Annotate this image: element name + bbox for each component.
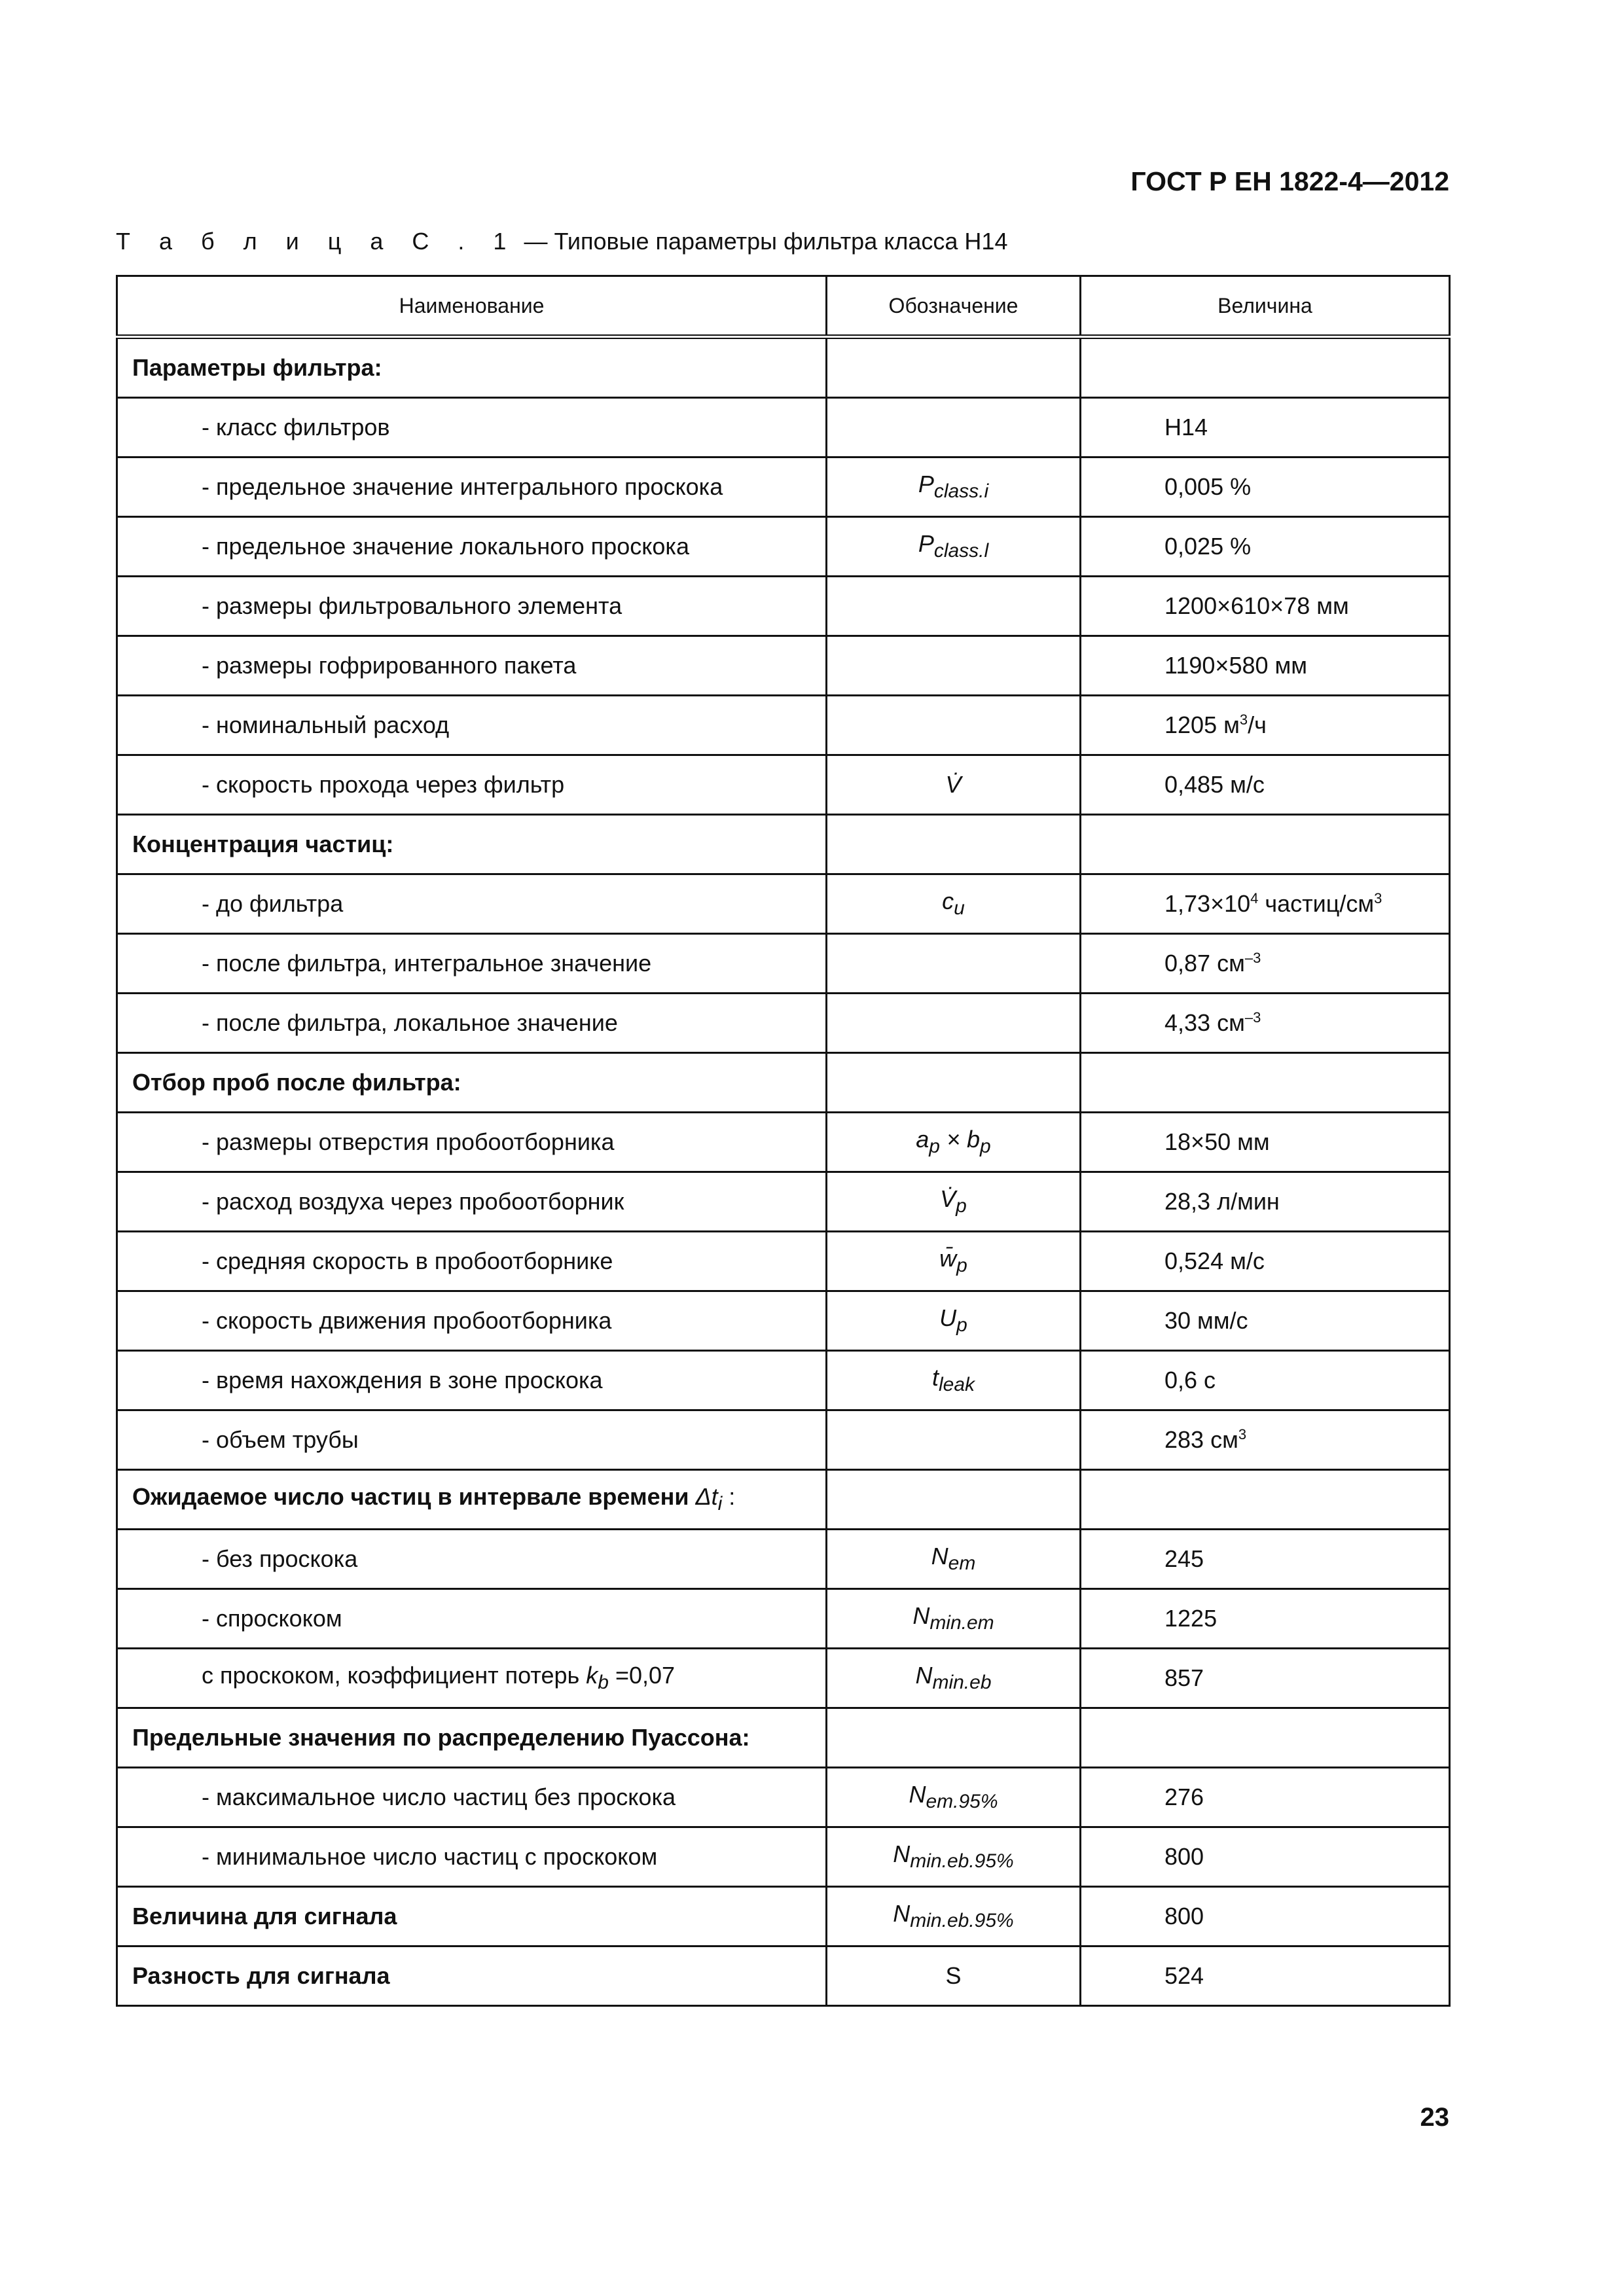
- parameter-value: [1081, 1410, 1450, 1470]
- parameter-symbol: [827, 696, 1081, 755]
- parameter-value: [1081, 1113, 1450, 1172]
- parameter-symbol: [827, 1827, 1081, 1887]
- parameter-value-text: 0,485 м/с: [1164, 771, 1265, 798]
- parameter-value: [1081, 1291, 1450, 1351]
- parameter-name: [117, 636, 827, 696]
- parameter-value: [1081, 696, 1450, 755]
- parameter-name-text: - без проскока: [202, 1545, 358, 1572]
- table-row: [117, 1351, 1450, 1410]
- parameter-symbol-text: P: [918, 471, 934, 498]
- parameter-name-text: - до фильтра: [202, 890, 344, 917]
- parameter-name: [117, 1827, 827, 1887]
- parameter-name-text: - размеры отверстия пробоотборника: [202, 1128, 615, 1155]
- parameter-symbol: [827, 1946, 1081, 2006]
- parameter-name: [117, 337, 827, 398]
- parameter-name: [117, 755, 827, 815]
- parameter-name-text: - время нахождения в зоне проскока: [202, 1367, 603, 1393]
- parameter-symbol-subscript: min.eb.95%: [910, 1910, 1014, 1932]
- parameter-name-text: - размеры фильтровального элемента: [202, 592, 623, 619]
- parameter-symbol-text: t: [931, 1364, 939, 1391]
- parameter-symbol-text: c: [942, 888, 954, 915]
- parameter-symbol-text: P: [918, 530, 934, 558]
- parameter-value: [1081, 1530, 1450, 1589]
- table-row: [117, 636, 1450, 696]
- parameter-symbol-subscript: p: [980, 1136, 991, 1158]
- document-standard-number: ГОСТ Р ЕН 1822-4—2012: [1130, 166, 1449, 196]
- parameter-name: [117, 1589, 827, 1649]
- parameter-name-symbol-subscript: i: [717, 1493, 723, 1515]
- table-row: [117, 337, 1450, 398]
- parameter-value-text: 1,73×10: [1164, 890, 1251, 917]
- parameter-symbol-text: V̇: [940, 1185, 956, 1213]
- parameter-name-symbol: k: [586, 1662, 598, 1689]
- parameter-symbol-text: w̄: [939, 1245, 957, 1272]
- parameter-value-tail: /ч: [1248, 711, 1267, 738]
- parameter-value: [1081, 1053, 1450, 1113]
- parameter-name-text: с проскоком, коэффициент потерь: [202, 1662, 586, 1689]
- parameter-value-text: 1205 м: [1164, 711, 1240, 738]
- parameter-name-text: Ожидаемое число частиц в интервале времени: [132, 1483, 696, 1511]
- parameter-symbol-text: a: [916, 1126, 929, 1153]
- table-row: [117, 1053, 1450, 1113]
- parameter-symbol: [827, 994, 1081, 1053]
- table-row: [117, 1470, 1450, 1530]
- parameter-value-superscript: 3: [1374, 890, 1382, 906]
- table-row: [117, 755, 1450, 815]
- parameter-value: [1081, 1649, 1450, 1708]
- parameter-value: [1081, 934, 1450, 994]
- parameter-value-text: 28,3 л/мин: [1164, 1188, 1280, 1215]
- parameter-symbol-subscript: class.i: [933, 480, 989, 503]
- table-row: [117, 1291, 1450, 1351]
- table-row: [117, 1887, 1450, 1946]
- parameter-name: [117, 1768, 827, 1827]
- parameter-name: [117, 398, 827, 457]
- table-row: [117, 1232, 1450, 1291]
- parameter-symbol: [827, 457, 1081, 517]
- parameter-value-text: 0,87 см: [1164, 950, 1245, 977]
- table-header-row: [117, 276, 1450, 337]
- parameter-name: [117, 1172, 827, 1232]
- parameter-symbol-subscript: p: [956, 1314, 967, 1336]
- parameter-name: [117, 1351, 827, 1410]
- parameter-symbol-text: N: [893, 1900, 911, 1928]
- table-row: [117, 1827, 1450, 1887]
- table-row: [117, 1589, 1450, 1649]
- parameter-name-symbol: Δt: [695, 1483, 718, 1511]
- parameter-value-text: 245: [1164, 1545, 1204, 1572]
- parameter-symbol-subscript: leak: [938, 1374, 975, 1396]
- parameter-symbol: [827, 1410, 1081, 1470]
- table-row: [117, 517, 1450, 577]
- parameter-value: [1081, 1768, 1450, 1827]
- parameter-name-tail: =0,07: [608, 1662, 676, 1689]
- parameter-value: [1081, 337, 1450, 398]
- table-row: [117, 1530, 1450, 1589]
- parameter-name-text: - минимальное число частиц с проскоком: [202, 1843, 658, 1870]
- parameter-symbol: [827, 1530, 1081, 1589]
- table-row: [117, 815, 1450, 874]
- parameter-value-text: 1225: [1164, 1605, 1218, 1632]
- parameter-symbol: [827, 1291, 1081, 1351]
- parameter-value-text: 30 мм/с: [1164, 1307, 1248, 1334]
- parameter-symbol-subscript: u: [954, 897, 965, 920]
- table-row: [117, 457, 1450, 517]
- parameter-symbol-text: N: [893, 1840, 911, 1868]
- parameter-value-superscript: 3: [1239, 711, 1248, 728]
- parameter-symbol-text: N: [931, 1543, 948, 1570]
- parameter-symbol-text: N: [912, 1602, 930, 1630]
- parameter-value: [1081, 1887, 1450, 1946]
- parameter-value-text: 1190×580 мм: [1164, 652, 1308, 679]
- table-caption-prefix: Т а б л и ц а С . 1: [116, 228, 518, 255]
- parameter-symbol-subscript: p: [956, 1255, 967, 1277]
- parameter-symbol: [827, 934, 1081, 994]
- table-row: [117, 934, 1450, 994]
- parameter-symbol-text: S: [945, 1962, 962, 1989]
- parameter-value-text: 276: [1164, 1784, 1204, 1810]
- parameter-name-text: - объем трубы: [202, 1426, 359, 1453]
- parameter-name: [117, 874, 827, 934]
- parameter-value: [1081, 1232, 1450, 1291]
- table-row: [117, 1410, 1450, 1470]
- parameter-name: [117, 1291, 827, 1351]
- parameter-name: [117, 1887, 827, 1946]
- parameter-symbol: [827, 337, 1081, 398]
- parameter-symbol: [827, 815, 1081, 874]
- table-row: [117, 1708, 1450, 1768]
- parameter-value-text: 4,33 см: [1164, 1009, 1245, 1036]
- parameter-value-text: Н14: [1164, 414, 1208, 440]
- column-header-symbol: Обозначение: [827, 276, 1081, 337]
- parameter-name-text: - спроскоком: [202, 1605, 342, 1632]
- parameter-symbol: [827, 1113, 1081, 1172]
- parameter-symbol-subscript: min.eb.95%: [910, 1850, 1014, 1873]
- parameter-value-text: 0,025 %: [1164, 533, 1252, 560]
- parameter-symbol-subscript: class.l: [933, 540, 989, 562]
- parameter-name-tail: :: [722, 1483, 736, 1511]
- parameter-value-text: 0,005 %: [1164, 473, 1252, 500]
- parameter-symbol: [827, 398, 1081, 457]
- parameter-symbol-text: V̇: [945, 771, 962, 798]
- parameter-value: [1081, 755, 1450, 815]
- parameter-name-text: - максимальное число частиц без проскока: [202, 1784, 676, 1810]
- parameter-value: [1081, 1827, 1450, 1887]
- parameter-symbol-tail: × b: [939, 1126, 981, 1153]
- parameter-symbol-text: U: [939, 1304, 957, 1332]
- parameter-value: [1081, 517, 1450, 577]
- parameter-symbol: [827, 1768, 1081, 1827]
- parameter-value-text: 283 см: [1164, 1426, 1238, 1453]
- parameter-symbol: [827, 1232, 1081, 1291]
- parameter-name: [117, 1649, 827, 1708]
- parameter-value: [1081, 994, 1450, 1053]
- parameter-value-text: 800: [1164, 1903, 1204, 1929]
- parameter-value: [1081, 457, 1450, 517]
- parameter-name-text: Отбор проб после фильтра:: [132, 1069, 461, 1096]
- parameter-value-text: 1200×610×78 мм: [1164, 592, 1349, 619]
- column-header-value: Величина: [1081, 276, 1450, 337]
- parameter-name-text: - после фильтра, интегральное значение: [202, 950, 652, 977]
- parameter-name-symbol-subscript: b: [598, 1672, 609, 1694]
- parameter-name-text: Предельные значения по распределению Пуассона:: [132, 1724, 750, 1751]
- parameter-name-text: Концентрация частиц:: [132, 831, 394, 857]
- parameter-value-text: 857: [1164, 1664, 1204, 1691]
- table-caption: [116, 228, 1007, 255]
- parameter-symbol-subscript: em: [948, 1552, 976, 1575]
- table-row: [117, 1768, 1450, 1827]
- parameter-value: [1081, 636, 1450, 696]
- parameter-name: [117, 1708, 827, 1768]
- table-row: [117, 577, 1450, 636]
- table-row: [117, 398, 1450, 457]
- parameter-name: [117, 577, 827, 636]
- parameter-value: [1081, 1589, 1450, 1649]
- parameter-name: [117, 457, 827, 517]
- parameter-value: [1081, 815, 1450, 874]
- parameter-name-text: Величина для сигнала: [132, 1903, 397, 1929]
- parameter-value: [1081, 1351, 1450, 1410]
- parameter-symbol: [827, 755, 1081, 815]
- parameter-symbol: [827, 1708, 1081, 1768]
- parameter-name-text: - расход воздуха через пробоотборник: [202, 1188, 624, 1215]
- parameter-symbol-text: N: [909, 1781, 926, 1808]
- parameter-name-text: - скорость движения пробоотборника: [202, 1307, 612, 1334]
- parameter-value: [1081, 1172, 1450, 1232]
- table-row: [117, 994, 1450, 1053]
- parameter-name-text: Разность для сигнала: [132, 1962, 390, 1989]
- table-row: [117, 1113, 1450, 1172]
- parameter-symbol: [827, 1351, 1081, 1410]
- table-row: [117, 1946, 1450, 2006]
- column-header-name: Наименование: [117, 276, 827, 337]
- parameter-value-text: 524: [1164, 1962, 1204, 1989]
- parameter-name: [117, 1530, 827, 1589]
- table-row: [117, 696, 1450, 755]
- parameter-symbol-subscript: p: [929, 1136, 940, 1158]
- parameter-symbol: [827, 517, 1081, 577]
- parameter-name: [117, 815, 827, 874]
- table-row: [117, 1172, 1450, 1232]
- parameter-value: [1081, 577, 1450, 636]
- parameter-name-text: Параметры фильтра:: [132, 354, 382, 381]
- parameter-name-text: - предельное значение интегрального проскока: [202, 473, 723, 500]
- parameter-name: [117, 1410, 827, 1470]
- parameter-name: [117, 1232, 827, 1291]
- parameter-value-text: 18×50 мм: [1164, 1128, 1270, 1155]
- parameter-value: [1081, 1708, 1450, 1768]
- parameter-symbol: [827, 1887, 1081, 1946]
- parameter-name: [117, 1113, 827, 1172]
- parameter-symbol: [827, 1053, 1081, 1113]
- parameter-name: [117, 1053, 827, 1113]
- parameter-value: [1081, 398, 1450, 457]
- parameter-value-text: 0,524 м/с: [1164, 1247, 1265, 1274]
- parameter-symbol-subscript: min.em: [929, 1612, 994, 1634]
- parameter-value-superscript: –3: [1244, 1009, 1261, 1026]
- parameter-symbol: [827, 1649, 1081, 1708]
- parameter-value-superscript: –3: [1244, 950, 1261, 966]
- table-caption-text: — Типовые параметры фильтра класса Н14: [517, 228, 1008, 255]
- parameter-symbol: [827, 577, 1081, 636]
- parameter-symbol-text: N: [915, 1662, 933, 1689]
- parameter-name: [117, 696, 827, 755]
- parameter-value: [1081, 874, 1450, 934]
- parameter-symbol: [827, 1172, 1081, 1232]
- parameter-name: [117, 994, 827, 1053]
- parameter-name-text: - скорость прохода через фильтр: [202, 771, 565, 798]
- parameter-symbol: [827, 1589, 1081, 1649]
- parameter-value-text: 0,6 с: [1164, 1367, 1216, 1393]
- parameter-name-text: - размеры гофрированного пакета: [202, 652, 577, 679]
- parameter-value: [1081, 1946, 1450, 2006]
- parameter-value-superscript: 3: [1238, 1426, 1247, 1443]
- parameter-value-superscript: 4: [1250, 890, 1259, 906]
- parameter-name-text: - класс фильтров: [202, 414, 390, 440]
- parameter-value-tail: частиц/см: [1258, 890, 1375, 917]
- parameter-name: [117, 1946, 827, 2006]
- parameter-name-text: - средняя скорость в пробоотборнике: [202, 1247, 613, 1274]
- parameter-value-text: 800: [1164, 1843, 1204, 1870]
- parameter-value: [1081, 1470, 1450, 1530]
- parameter-name: [117, 1470, 827, 1530]
- parameter-symbol-subscript: min.eb: [932, 1672, 992, 1694]
- parameter-symbol: [827, 636, 1081, 696]
- parameter-name-text: - предельное значение локального проскока: [202, 533, 689, 560]
- table-body: [117, 337, 1450, 2006]
- parameter-name: [117, 517, 827, 577]
- parameter-name-text: - номинальный расход: [202, 711, 450, 738]
- parameter-symbol-subscript: em.95%: [926, 1791, 998, 1813]
- parameter-symbol: [827, 874, 1081, 934]
- page-number: 23: [1420, 2103, 1449, 2132]
- parameter-symbol-subscript: p: [956, 1195, 967, 1217]
- table-row: [117, 874, 1450, 934]
- parameter-symbol: [827, 1470, 1081, 1530]
- filter-parameters-table: [116, 275, 1451, 2007]
- parameter-name-text: - после фильтра, локальное значение: [202, 1009, 618, 1036]
- table-row: [117, 1649, 1450, 1708]
- parameter-name: [117, 934, 827, 994]
